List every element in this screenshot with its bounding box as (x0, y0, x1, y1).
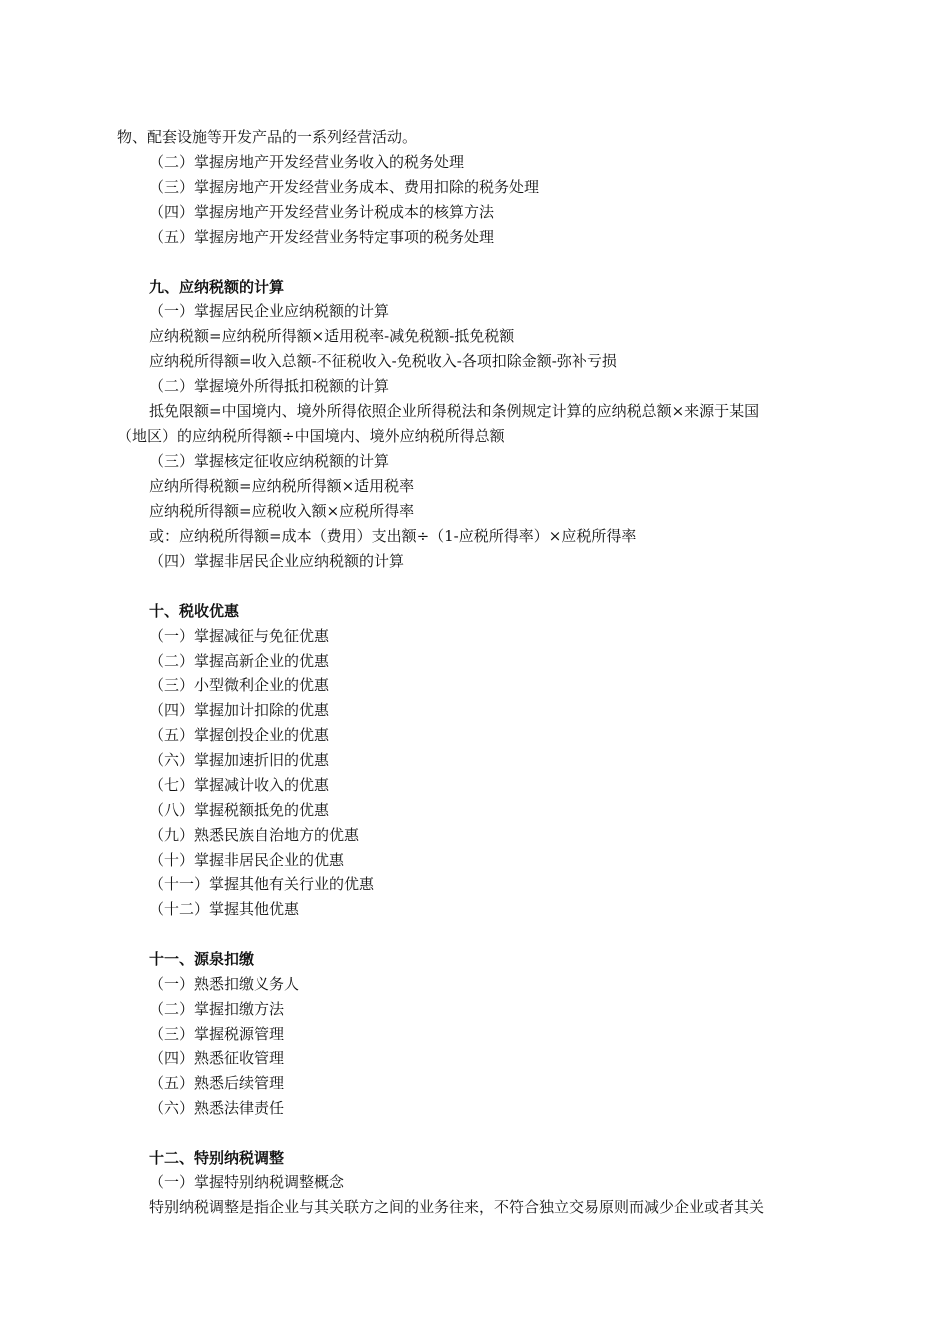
text-line: （三）掌握税源管理 (149, 1025, 285, 1043)
text-line: 应纳税所得额=应税收入额×应税所得率 (149, 502, 415, 520)
text-line: （二）掌握扣缴方法 (149, 1000, 285, 1018)
text-line: （地区）的应纳税所得额÷中国境内、境外应纳税所得总额 (117, 427, 505, 445)
text-line: （五）掌握创投企业的优惠 (149, 726, 330, 744)
text-line: （四）掌握非居民企业应纳税额的计算 (149, 552, 405, 570)
text-line: 或：应纳税所得额=成本（费用）支出额÷（1-应税所得率）×应税所得率 (149, 527, 637, 545)
text-line: 抵免限额=中国境内、境外所得依照企业所得税法和条例规定计算的应纳税总额×来源于某国 (149, 402, 760, 420)
text-line: （四）掌握房地产开发经营业务计税成本的核算方法 (149, 203, 495, 221)
text-line: 应纳税所得额=收入总额-不征税收入-免税收入-各项扣除金额-弥补亏损 (149, 352, 617, 370)
text-line: 应纳所得税额=应纳税所得额×适用税率 (149, 477, 415, 495)
text-line: （六）熟悉法律责任 (149, 1099, 285, 1117)
text-line: （一）掌握特别纳税调整概念 (149, 1173, 345, 1191)
text-line: （六）掌握加速折旧的优惠 (149, 751, 330, 769)
text-line: 物、配套设施等开发产品的一系列经营活动。 (117, 128, 418, 146)
text-line: （五）掌握房地产开发经营业务特定事项的税务处理 (149, 228, 495, 246)
text-line: （四）掌握加计扣除的优惠 (149, 701, 330, 719)
text-line: 应纳税额=应纳税所得额×适用税率-减免税额-抵免税额 (149, 327, 515, 345)
text-line: （五）熟悉后续管理 (149, 1074, 285, 1092)
text-line: （二）掌握境外所得抵扣税额的计算 (149, 377, 390, 395)
text-line: （八）掌握税额抵免的优惠 (149, 801, 330, 819)
text-line: （七）掌握减计收入的优惠 (149, 776, 330, 794)
text-line: （二）掌握高新企业的优惠 (149, 652, 330, 670)
text-line: （三）掌握核定征收应纳税额的计算 (149, 452, 390, 470)
text-line: （十一）掌握其他有关行业的优惠 (149, 875, 375, 893)
text-line: （三）掌握房地产开发经营业务成本、费用扣除的税务处理 (149, 178, 540, 196)
text-line: （一）熟悉扣缴义务人 (149, 975, 300, 993)
text-line: （三）小型微利企业的优惠 (149, 676, 330, 694)
section-heading: 十二、特别纳税调整 (149, 1149, 285, 1167)
text-line: （十）掌握非居民企业的优惠 (149, 851, 345, 869)
section-heading: 十一、源泉扣缴 (149, 950, 255, 968)
text-line: （一）掌握减征与免征优惠 (149, 627, 330, 645)
section-heading: 九、应纳税额的计算 (149, 278, 285, 296)
text-line: （九）熟悉民族自治地方的优惠 (149, 826, 360, 844)
text-line: （十二）掌握其他优惠 (149, 900, 300, 918)
text-line: 特别纳税调整是指企业与其关联方之间的业务往来，不符合独立交易原则而减少企业或者其关 (149, 1198, 765, 1216)
text-line: （四）熟悉征收管理 (149, 1049, 285, 1067)
section-heading: 十、税收优惠 (149, 602, 240, 620)
text-line: （二）掌握房地产开发经营业务收入的税务处理 (149, 153, 465, 171)
text-line: （一）掌握居民企业应纳税额的计算 (149, 302, 390, 320)
